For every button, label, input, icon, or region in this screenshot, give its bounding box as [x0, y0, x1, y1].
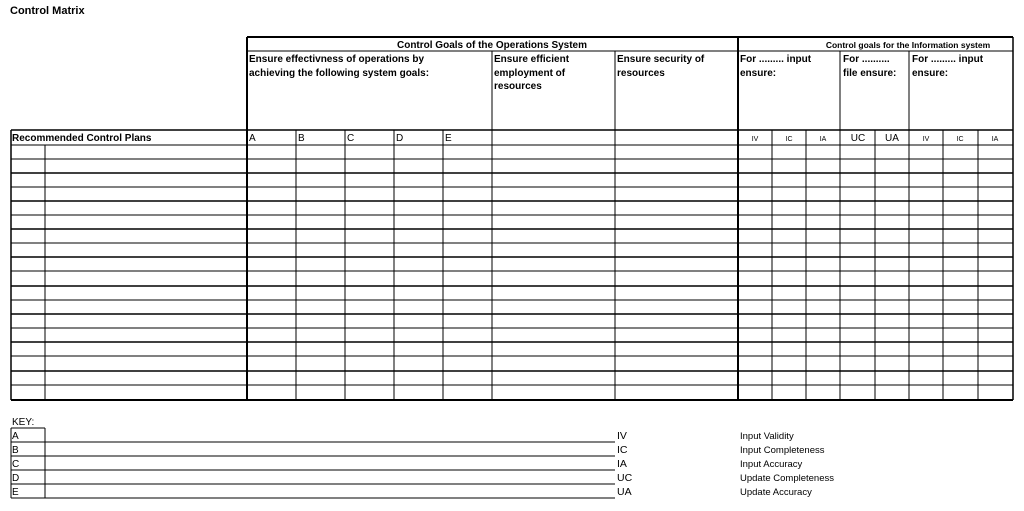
input-col-iv-2: IV: [922, 136, 930, 143]
goal-col-a: A: [249, 133, 256, 144]
for-input-2-line-2: ensure:: [912, 68, 949, 79]
for-input-2-line-1: For ......... input: [912, 54, 984, 65]
goal-security-line-2: resources: [617, 68, 665, 79]
key-letter-d: D: [12, 473, 20, 484]
input-col-ia-1: IA: [819, 136, 827, 143]
legend-code-ua: UA: [617, 486, 632, 498]
goal-efficient-line-3: resources: [494, 81, 542, 92]
input-col-ic-1: IC: [785, 136, 793, 143]
goal-effectiveness-line-1: Ensure effectivness of operations by: [249, 54, 425, 65]
legend-code-iv: IV: [617, 430, 627, 442]
input-col-iv-1: IV: [751, 136, 759, 143]
goal-effectiveness-line-2: achieving the following system goals:: [249, 68, 430, 79]
key-letter-e: E: [12, 487, 19, 498]
goal-col-e: E: [445, 133, 452, 144]
legend-code-ia: IA: [617, 458, 627, 470]
goal-col-b: B: [298, 133, 305, 144]
goal-col-c: C: [347, 133, 355, 144]
for-file-line-1: For ..........: [843, 54, 890, 65]
legend-meaning-ua: Update Accuracy: [740, 487, 812, 498]
for-input-1-line-1: For ......... input: [740, 54, 812, 65]
key-letter-b: B: [12, 445, 19, 456]
page-title: Control Matrix: [10, 5, 85, 17]
table-grid-lines: [11, 37, 1013, 498]
input-col-ic-2: IC: [956, 136, 964, 143]
for-file-line-2: file ensure:: [843, 68, 897, 79]
legend-code-ic: IC: [617, 444, 628, 456]
legend-meaning-uc: Update Completeness: [740, 473, 834, 484]
key-letter-c: C: [12, 459, 20, 470]
info-header: Control goals for the Information system: [825, 40, 991, 50]
key-label: KEY:: [12, 417, 35, 428]
legend-meaning-ia: Input Accuracy: [740, 459, 803, 470]
input-col-ia-2: IA: [991, 136, 999, 143]
goal-efficient-line-1: Ensure efficient: [494, 54, 570, 65]
file-col-uc: UC: [850, 133, 866, 144]
goal-security-line-1: Ensure security of: [617, 54, 705, 65]
goal-efficient-line-2: employment of: [494, 68, 566, 79]
file-col-ua: UA: [885, 133, 899, 144]
legend-code-uc: UC: [617, 472, 633, 484]
row-header: Recommended Control Plans: [12, 133, 152, 144]
ops-header: Control Goals of the Operations System: [396, 40, 588, 51]
goal-col-d: D: [396, 133, 404, 144]
for-input-1-line-2: ensure:: [740, 68, 777, 79]
legend-meaning-iv: Input Validity: [740, 431, 794, 442]
legend-meaning-ic: Input Completeness: [740, 445, 825, 456]
key-letter-a: A: [12, 431, 19, 442]
